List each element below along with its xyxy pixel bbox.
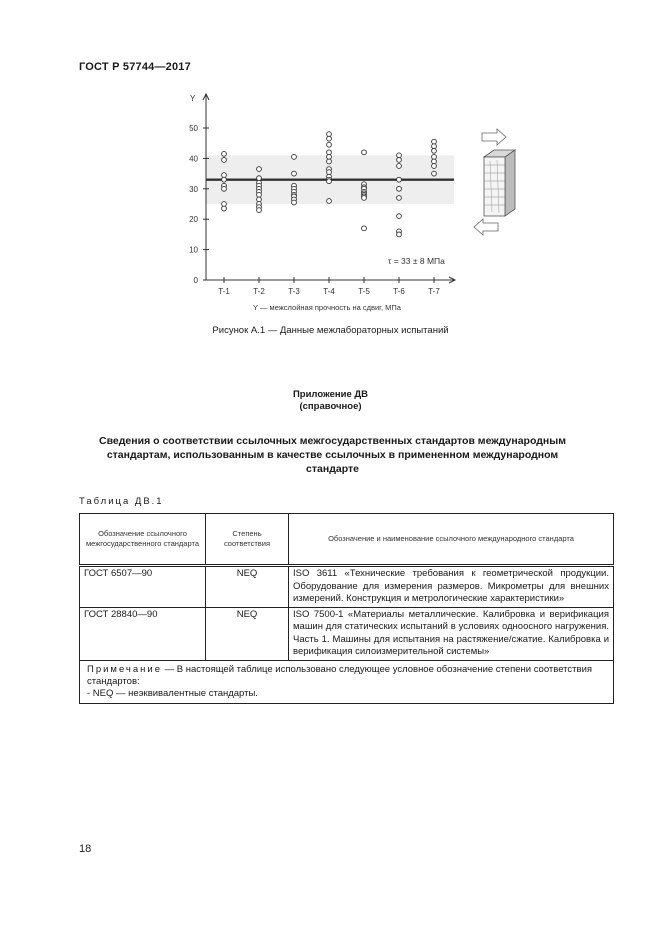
y-tick-label: 0 — [193, 276, 198, 285]
header-standard: Обозначение ссылочного межгосударственного стандарта — [80, 514, 206, 566]
table-row — [80, 566, 614, 608]
y-tick-label: 10 — [189, 245, 198, 255]
data-point — [432, 159, 437, 164]
table-header-row — [80, 514, 614, 566]
table-row — [80, 607, 614, 660]
data-point — [327, 154, 332, 159]
data-point — [292, 171, 297, 176]
table-note-row — [80, 660, 614, 703]
data-point — [257, 176, 262, 181]
data-point — [397, 177, 402, 182]
x-tick-label: T-5 — [358, 287, 370, 296]
data-point — [397, 232, 402, 237]
data-point — [257, 167, 262, 172]
data-point — [257, 208, 262, 213]
y-tick-label: 50 — [189, 124, 198, 133]
data-point — [362, 196, 367, 201]
data-point — [327, 159, 332, 164]
x-tick-label: T-4 — [323, 287, 335, 296]
y-tick-label: 30 — [189, 184, 198, 194]
data-point — [257, 192, 262, 197]
data-point — [397, 153, 402, 158]
data-point — [397, 196, 402, 201]
data-point — [327, 132, 332, 137]
note-text: — В настоящей таблице использовано следующее условное обозначение степени соответствия стандартов: — [87, 663, 593, 687]
scatter-chart — [0, 0, 661, 320]
appendix-subtitle: (справочное) — [299, 401, 362, 412]
data-point — [327, 199, 332, 204]
data-point — [362, 226, 367, 231]
data-point — [222, 177, 227, 182]
table-caption: Таблица ДВ.1 — [79, 496, 164, 507]
section-title: Сведения о соответствии ссылочных межгосударственных стандартов международным стандартам, использованным в качестве ссылочных в примененном международном стандарте — [99, 435, 566, 475]
data-point — [327, 136, 332, 141]
data-point — [327, 170, 332, 175]
x-tick-label: T-1 — [218, 287, 230, 296]
data-point — [397, 214, 402, 219]
x-axis-label: Y — межслойная прочность на сдвиг, МПа — [253, 303, 401, 312]
note-item: - NEQ — неэквивалентные стандарты. — [87, 687, 258, 699]
document-code: ГОСТ Р 57744—2017 — [79, 61, 191, 73]
data-point — [432, 164, 437, 169]
specimen-illustration — [474, 129, 515, 235]
data-point — [222, 151, 227, 156]
data-point — [222, 186, 227, 191]
y-tick-label: 20 — [189, 215, 198, 225]
data-point — [222, 202, 227, 207]
data-point — [222, 158, 227, 163]
row-degree: NEQ — [206, 566, 289, 608]
appendix-heading — [0, 389, 661, 413]
x-tick-label: T-3 — [288, 287, 300, 296]
data-point — [222, 206, 227, 211]
page-number: 18 — [79, 843, 92, 855]
data-point — [432, 171, 437, 176]
data-point — [432, 154, 437, 159]
data-point — [327, 179, 332, 184]
row-international: ISO 3611 «Технические требования к геометрической продукции. Оборудование для измерения размеров. Микрометры для внешних измерений. Конструкция и метрологические характеристики» — [289, 566, 614, 608]
data-point — [327, 150, 332, 155]
row-degree: NEQ — [206, 607, 289, 660]
annotation-label: τ = 33 ± 8 МПа — [388, 256, 445, 266]
y-tick-label: 40 — [189, 154, 198, 164]
header-international: Обозначение и наименование ссылочного международного стандарта — [289, 514, 614, 566]
data-point — [292, 154, 297, 159]
data-point — [432, 148, 437, 153]
note-label: Примечание — [87, 663, 162, 675]
y-axis-label: Y — [190, 94, 196, 103]
x-tick-label: T-7 — [428, 287, 440, 296]
row-standard: ГОСТ 6507—90 — [80, 566, 206, 608]
row-international: ISO 7500-1 «Материалы металлические. Калибровка и верификация машин для статических испытаний в условиях одноосного нагружения. Часть 1. Машины для испытания на растяжение/сжатие. Калибровка и верификация силоизмерительной системы» — [289, 607, 614, 660]
data-point — [222, 173, 227, 178]
data-point — [257, 197, 262, 202]
correspondence-table — [79, 513, 614, 704]
data-point — [432, 139, 437, 144]
table-note — [80, 660, 614, 703]
data-point — [397, 164, 402, 169]
data-point — [362, 150, 367, 155]
data-point — [397, 158, 402, 163]
x-tick-label: T-2 — [253, 287, 265, 296]
figure-caption: Рисунок А.1 — Данные межлабораторных испытаний — [212, 325, 449, 336]
appendix-title: Приложение ДВ — [292, 389, 369, 400]
header-degree: Степень соответствия — [206, 514, 289, 566]
x-tick-label: T-6 — [393, 287, 405, 296]
data-point — [432, 144, 437, 149]
data-point — [397, 186, 402, 191]
data-point — [292, 200, 297, 205]
data-point — [327, 142, 332, 147]
row-standard: ГОСТ 28840—90 — [80, 607, 206, 660]
